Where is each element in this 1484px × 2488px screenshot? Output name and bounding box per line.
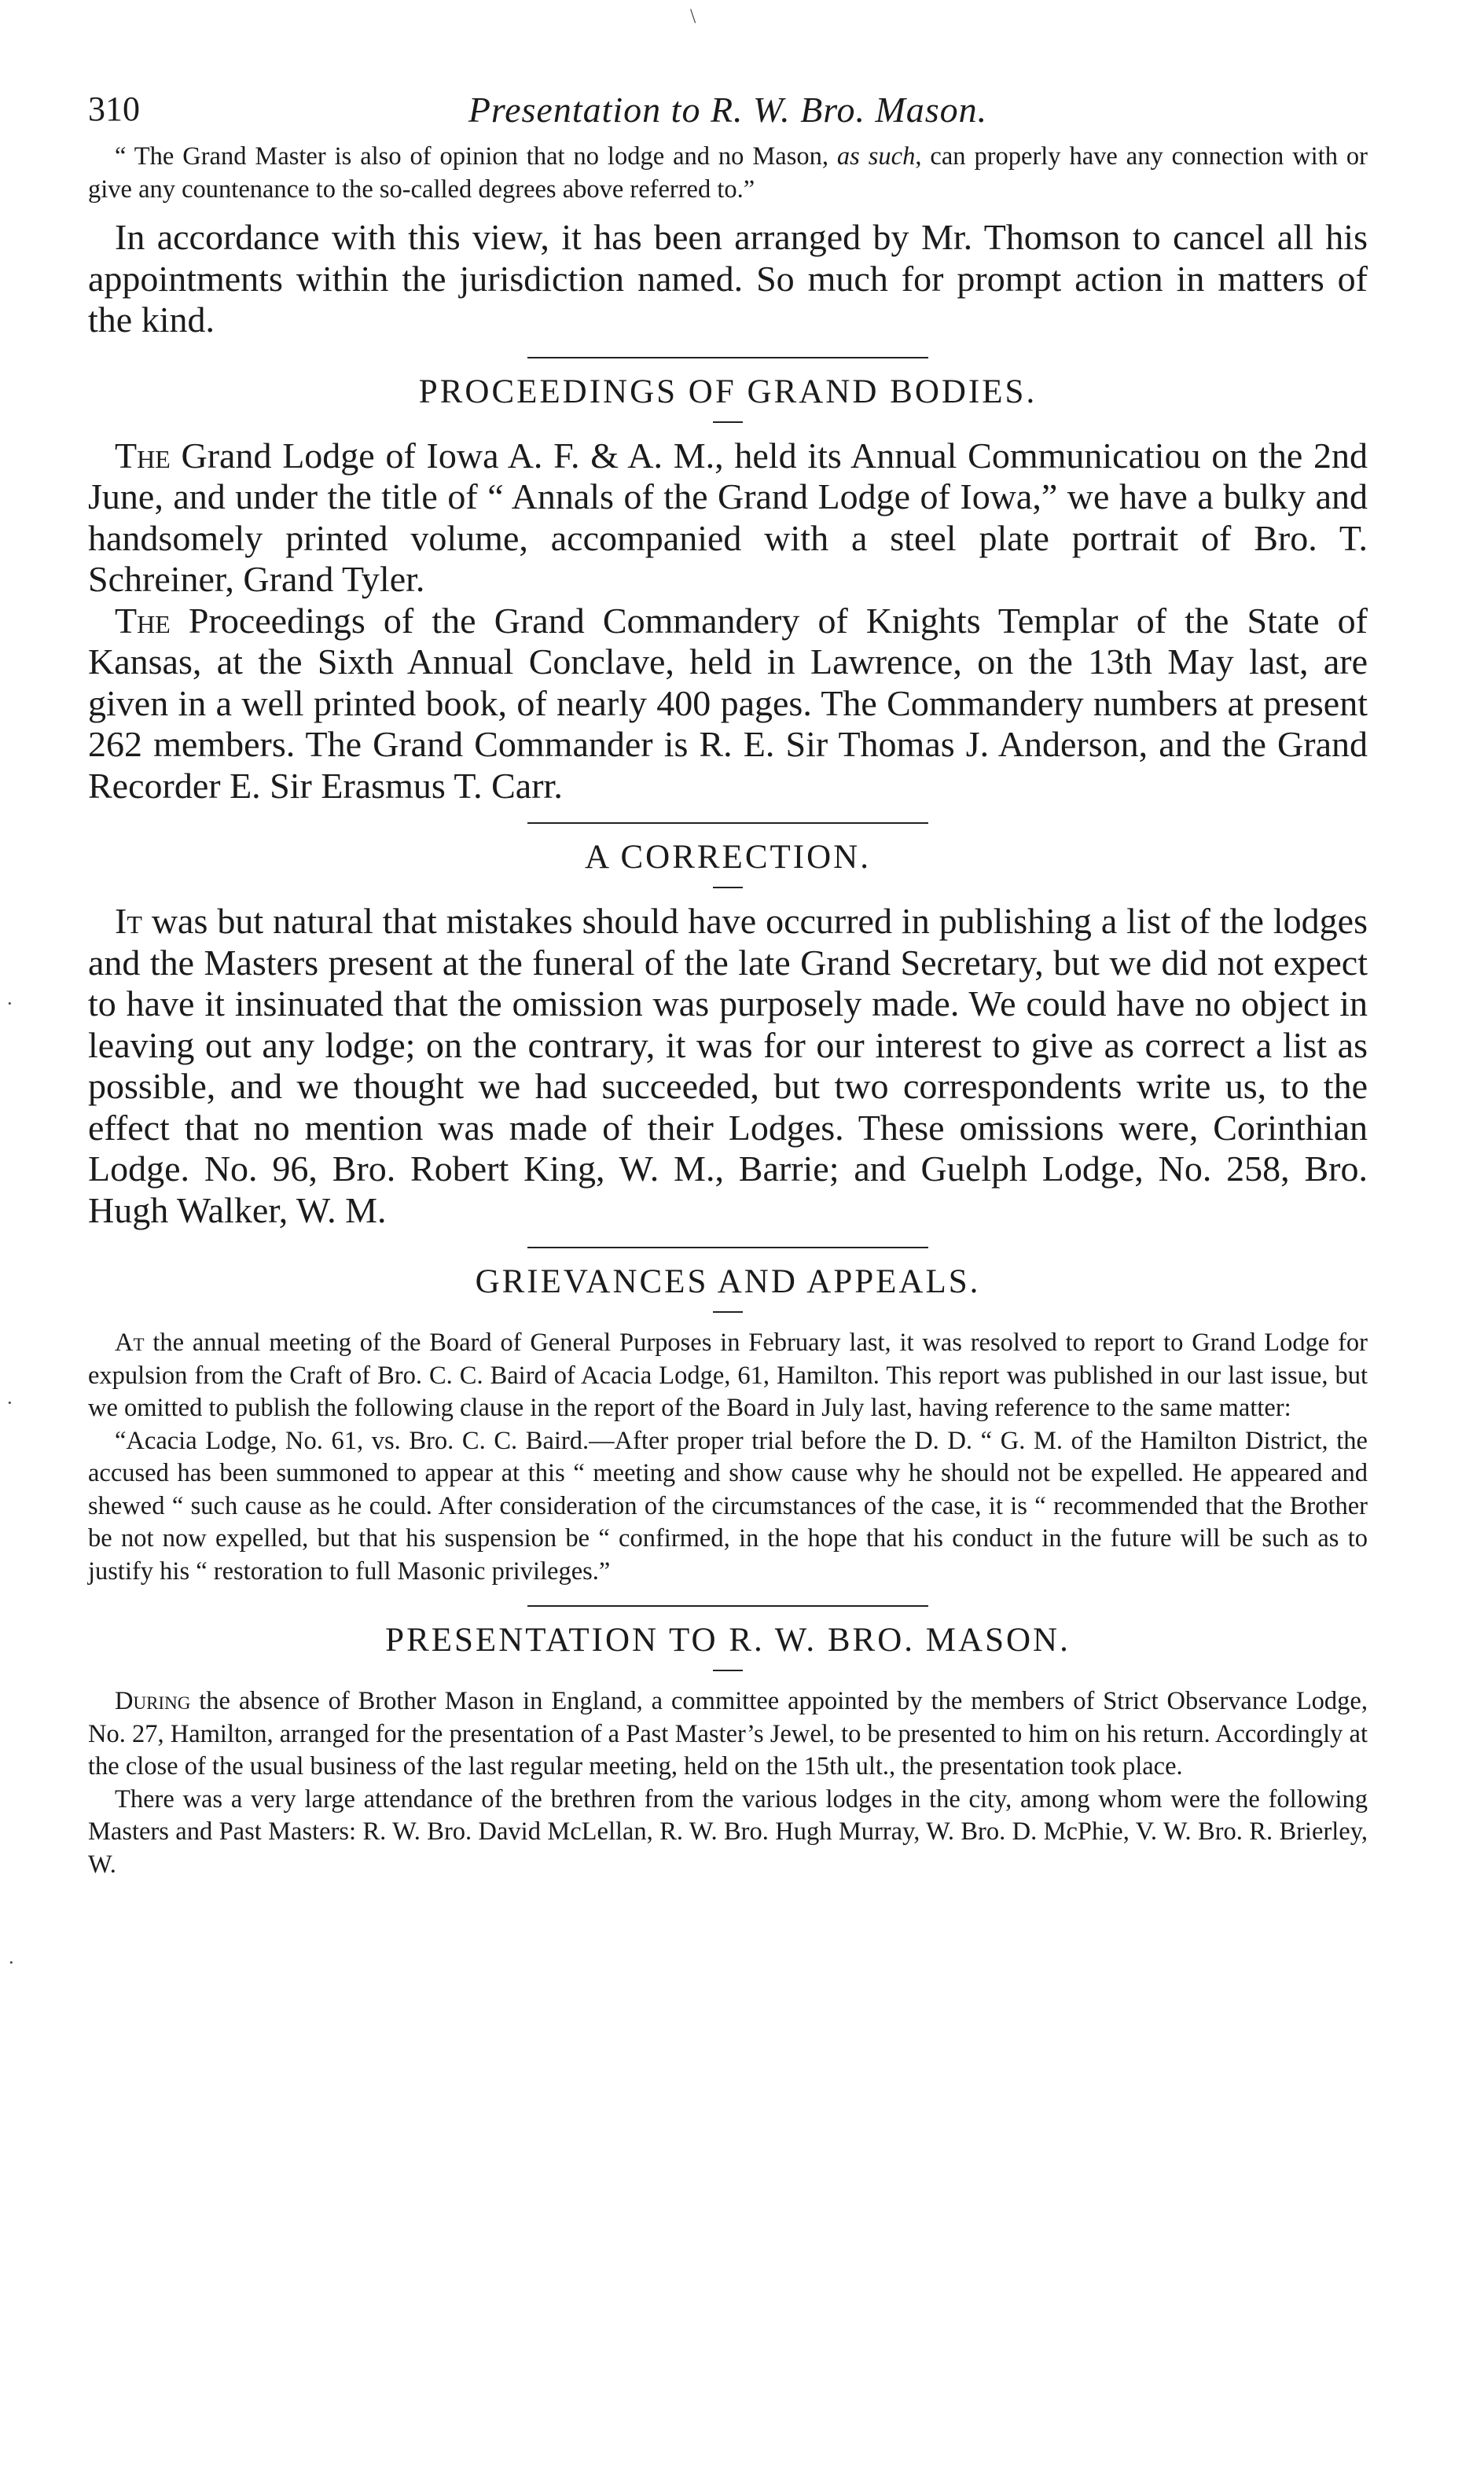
scan-speck: · [8, 1951, 15, 1974]
section-divider [527, 357, 928, 358]
presentation-paragraph-1: During the absence of Brother Mason in England, a committee appointed by the members of Strict Observance Lodge, No. 27, Hamilton, arranged for the presentation of a Past Master’s Jewel, to be presented to him on his return. Accordingly at the close of the usual business of the last regular meeting, held on the 15th ult., the presentation took place. [88, 1687, 1368, 1781]
running-head [88, 75, 1368, 141]
grievances-quote: “Acacia Lodge, No. 61, vs. Bro. C. C. Baird.—After proper trial before the D. D. “ G. M. of the Hamilton District, the accused has been summoned to appear at this “ meeting and show cause why he should not be expelled. He appeared and shewed “ such cause as he could. After consideration of the circumstances of the case, it is “ recommended that the Brother be not now expelled, but that his suspension be “ confirmed, in the hope that his conduct in the future will be such as to justify his “ restoration to full Masonic privileges.” [88, 1426, 1368, 1586]
page-number: 310 [88, 90, 140, 128]
section-divider [527, 1605, 928, 1607]
scan-speck: · [6, 992, 13, 1015]
document-page [88, 75, 1368, 1881]
heading-dash [713, 887, 743, 888]
section-divider [527, 822, 928, 824]
section-divider [527, 1247, 928, 1248]
heading-dash [713, 1670, 743, 1671]
presentation-paragraph-2: There was a very large attendance of the brethren from the various lodges in the city, among whom were the following Masters and Past Masters: R. W. Bro. David McLellan, R. W. Bro. Hugh Murray, W. Bro. D. McPhie, V. W. Bro. R. Brierley, W. [88, 1784, 1368, 1879]
running-title: Presentation to R. W. Bro. Mason. [468, 90, 988, 130]
heading-dash [713, 1311, 743, 1313]
scan-speck: · [6, 1391, 13, 1414]
heading-presentation: PRESENTATION TO R. W. BRO. MASON. [385, 1622, 1071, 1659]
intro-paragraph: In accordance with this view, it has been arranged by Mr. Thomson to cancel all his appointments within the jurisdiction named. So much for prompt action in matters of the kind. [88, 217, 1368, 340]
proceedings-paragraph-2: The Proceedings of the Grand Commandery of Knights Templar of the State of Kansas, at the Sixth Annual Conclave, held in Lawrence, on the 13th May last, are given in a well printed book, of nearly 400 pages. The Commandery numbers at present 262 members. The Grand Commander is R. E. Sir Thomas J. Anderson, and the Grand Recorder E. Sir Erasmus T. Carr. [88, 600, 1368, 806]
heading-correction: A CORRECTION. [585, 839, 871, 876]
intro-quote: “ The Grand Master is also of opinion that no lodge and no Mason, as such, can properly have any connection with or give any countenance to the so-called degrees above referred to.” [88, 142, 1368, 204]
heading-dash [713, 421, 743, 423]
proceedings-paragraph-1: The Grand Lodge of Iowa A. F. & A. M., held its Annual Communicatiou on the 2nd June, and under the title of “ Annals of the Grand Lodge of Iowa,” we have a bulky and handsomely printed volume, accompanied with a steel plate portrait of Bro. T. Schreiner, Grand Tyler. [88, 435, 1368, 599]
heading-proceedings: PROCEEDINGS OF GRAND BODIES. [418, 373, 1038, 410]
heading-grievances: GRIEVANCES AND APPEALS. [475, 1263, 981, 1300]
scan-speck: \ [690, 5, 696, 28]
grievances-paragraph: At the annual meeting of the Board of General Purposes in February last, it was resolved to report to Grand Lodge for expulsion from the Craft of Bro. C. C. Baird of Acacia Lodge, 61, Hamilton. This report was published in our last issue, but we omitted to publish the following clause in the report of the Board in July last, having reference to the same matter: [88, 1329, 1368, 1422]
correction-paragraph: It was but natural that mistakes should have occurred in publishing a list of the lodges and the Masters present at the funeral of the late Grand Secretary, but we did not expect to have it insinuated that the omission was purposely made. We could have no object in leaving out any lodge; on the contrary, it was for our interest to give as correct a list as possible, and we thought we had succeeded, but two correspondents write us, to the effect that no mention was made of their Lodges. These omissions were, Corinthian Lodge. No. 96, Bro. Robert King, W. M., Barrie; and Guelph Lodge, No. 258, Bro. Hugh Walker, W. M. [88, 901, 1368, 1230]
